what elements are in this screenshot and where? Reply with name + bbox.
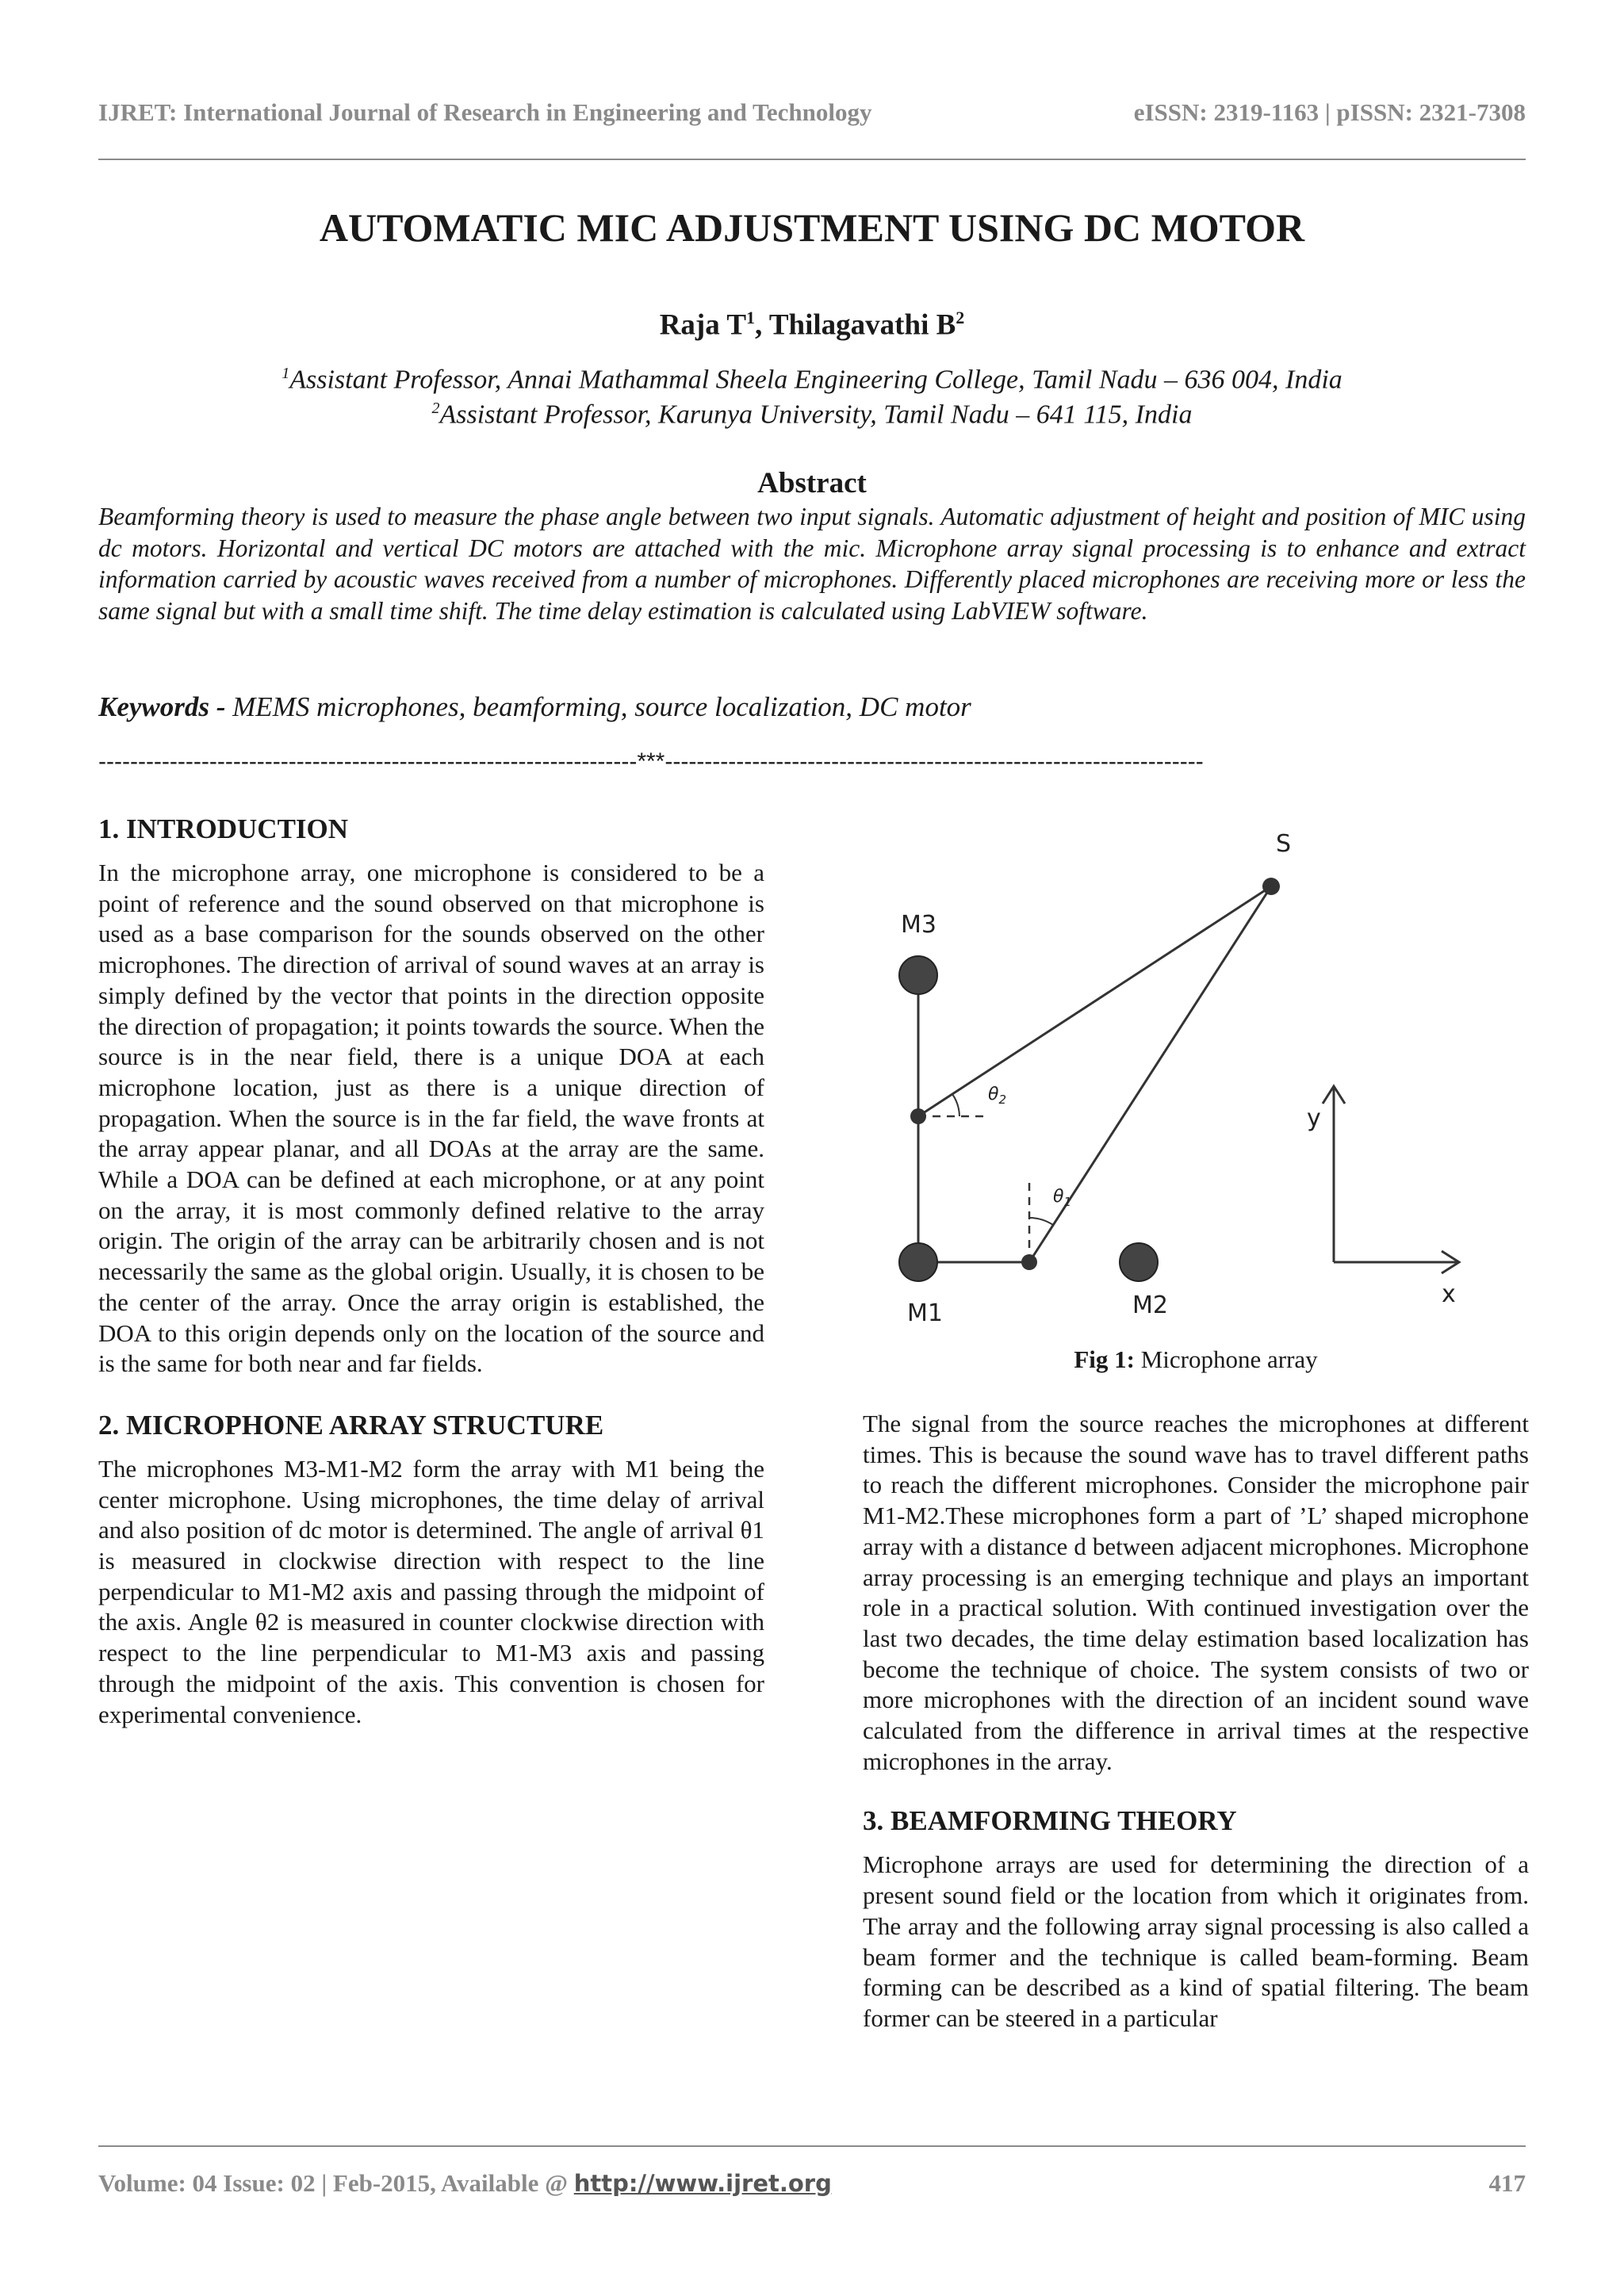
label-theta1: $\theta_1$ [1053, 1187, 1072, 1209]
microphone-array-diagram [863, 825, 1529, 1348]
figure-caption-text: Microphone array [1134, 1345, 1318, 1373]
left-column [98, 812, 764, 1730]
array-description-body: The signal from the source reaches the microphones at different times. This is because the sound wave has to travel different paths to reach the different microphones. Consider the microphone pair M1-M2.These microphones form a part of ’L’ shaped microphone array with a distance d between adjacent microphones. Microphone array processing is an emerging technique and plays an important role in a practical solution. With continued investigation over the last two decades, the time delay estimation based localization has become the technique of choice. The system consists of two or more microphones with the direction of an incident sound wave calculated from the difference in arrival times at the respective microphones in the array. [863, 1410, 1529, 1775]
affiliation-1-sup: 1 [282, 365, 290, 382]
section-1-body: In the microphone array, one microphone is considered to be a point of reference and the sound observed on that microphone is used as a base comparison for the sounds observed on the other microphones. The direction of arrival of sound waves at an array is simply defined by the vector that points in the direction opposite the direction of propagation; it points towards the source. When the source is in the near field, there is a unique DOA at each microphone location, just as there is a unique direction of propagation. When the source is in the far field, the wave fronts at the array appear planar, and all DOAs at the array are the same. While a DOA can be defined at each microphone, or at any point on the array, it is most commonly defined relative to the array origin. The origin of the array can be arbitrarily chosen and is not necessarily the same as the global origin. Usually, it is chosen to be the center of the array. Once the array origin is established, the DOA to this origin depends only on the location of the source and is the same for both near and far fields. [98, 859, 764, 1378]
theta1-arc [1029, 1218, 1053, 1225]
m1-m2-midpoint [1021, 1254, 1037, 1270]
mic-m1 [899, 1243, 937, 1281]
paper-title: AUTOMATIC MIC ADJUSTMENT USING DC MOTOR [319, 205, 1305, 250]
theta2-arc [952, 1094, 959, 1116]
section-2-body: The microphones M3-M1-M2 form the array with M1 being the center microphone. Using microphones, the time delay of arrival and also position of dc motor is determined. The angle of arrival θ1 is measured in clockwise direction with respect to the line perpendicular to M1-M2 axis and passing through the midpoint of the axis. Angle θ2 is measured in counter clockwise direction with respect to the line perpendicular to M1-M3 axis and passing through the midpoint of the axis. This convention is chosen for experimental convenience. [98, 1454, 764, 1728]
mic-m2 [1120, 1243, 1158, 1281]
section-3-heading: 3. BEAMFORMING THEORY [863, 1805, 1237, 1837]
label-m1: M1 [907, 1299, 943, 1327]
m1-m3-midpoint [910, 1108, 926, 1124]
keywords-text: MEMS microphones, beamforming, source localization, DC motor [232, 691, 971, 722]
section-divider: --------------------------------------------------------------------***-------------------------------------------------------------------- [98, 748, 1204, 775]
abstract-heading: Abstract [757, 467, 867, 499]
header-rule [98, 159, 1526, 160]
keywords-line [98, 691, 971, 723]
author-1: Raja T [659, 308, 747, 342]
label-y: y [1307, 1104, 1321, 1132]
figure-caption [863, 1345, 1529, 1374]
keywords-label: Keywords - [98, 691, 233, 722]
author-2-sup: 2 [956, 308, 965, 327]
author-separator: , [755, 308, 769, 342]
right-column [863, 1409, 1529, 2034]
figure-microphone-array [863, 825, 1529, 1348]
journal-url-link[interactable]: http://www.ijret.org [573, 2170, 832, 2197]
issn-info: eISSN: 2319-1163 | pISSN: 2321-7308 [1133, 98, 1526, 126]
journal-name: IJRET: International Journal of Research in Engineering and Technology [98, 98, 872, 126]
affiliation-2-sup: 2 [431, 400, 440, 417]
label-s: S [1276, 830, 1292, 858]
author-1-sup: 1 [746, 308, 756, 327]
figure-caption-label: Fig 1: [1074, 1345, 1135, 1373]
label-m2: M2 [1132, 1292, 1168, 1319]
ray-to-source-1 [918, 886, 1271, 1116]
footer-rule [98, 2145, 1526, 2147]
mic-m3 [899, 956, 937, 994]
page-number: 417 [1488, 2169, 1526, 2197]
author-line [0, 308, 1624, 342]
section-3-body: Microphone arrays are used for determining the direction of a present sound field or the location from which it originates from. The array and the following array signal processing is also called a beam former and the technique is called beam-forming. Beam forming can be described as a kind of spatial filtering. The beam former can be steered in a particular [863, 1850, 1529, 2032]
source-point [1262, 878, 1280, 895]
running-footer [98, 2169, 1526, 2198]
label-x: x [1442, 1280, 1456, 1308]
author-2: Thilagavathi B [768, 308, 956, 342]
section-2-heading: 2. MICROPHONE ARRAY STRUCTURE [98, 1409, 604, 1441]
affiliation-2-text: Assistant Professor, Karunya University, Tamil Nadu – 641 115, India [439, 400, 1193, 430]
issue-info: Volume: 04 Issue: 02 | Feb-2015, Available @ [98, 2169, 574, 2197]
section-1-heading: 1. INTRODUCTION [98, 813, 349, 844]
affiliation-2 [0, 400, 1624, 430]
running-header [98, 98, 1526, 130]
label-theta2: $\theta_2$ [988, 1085, 1007, 1107]
affiliation-1 [0, 365, 1624, 395]
label-m3: M3 [901, 911, 936, 939]
abstract-body: Beamforming theory is used to measure the phase angle between two input signals. Automatic adjustment of height and position of MIC using dc motors. Horizontal and vertical DC motors are attached with the mic. Microphone array signal processing is to enhance and extract information carried by acoustic waves received from a number of microphones. Differently placed microphones are receiving more or less the same signal but with a small time shift. The time delay estimation is calculated using LabVIEW software. [98, 503, 1526, 625]
affiliation-1-text: Assistant Professor, Annai Mathammal Sheela Engineering College, Tamil Nadu – 636 004, India [289, 365, 1342, 395]
